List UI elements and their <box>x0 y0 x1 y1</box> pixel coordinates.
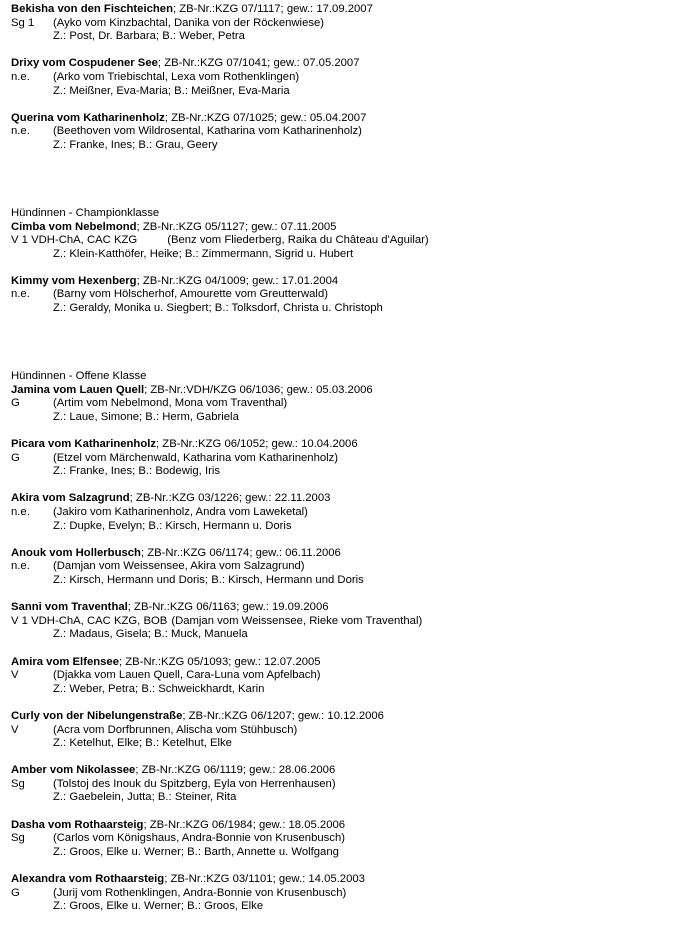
parents: (Barny vom Hölscherhof, Amourette vom Greutterwald) <box>53 288 328 301</box>
registration-info: ; ZB-Nr.:KZG 06/1207; gew.: 10.12.2006 <box>182 709 384 722</box>
entry-header <box>11 384 691 398</box>
grade: V 1 VDH-ChA, CAC KZG, BOB <box>11 614 168 627</box>
breeder-owner: Z.: Weber, Petra; B.: Schweickhardt, Karin <box>53 682 265 695</box>
entry-result <box>11 506 691 520</box>
entry-result <box>11 615 691 629</box>
registration-info: ; ZB-Nr.:KZG 06/1052; gew.: 10.04.2006 <box>156 438 358 451</box>
show-results-document <box>11 3 691 927</box>
breeder-owner: Z.: Madaus, Gisela; B.: Muck, Manuela <box>53 628 248 641</box>
section-spacer <box>11 166 691 207</box>
dog-entry <box>11 57 691 98</box>
section-title: Hündinnen - Offene Klasse <box>11 370 147 383</box>
entry-header <box>11 819 691 833</box>
grade: n.e. <box>11 560 30 573</box>
entry-result <box>11 887 691 901</box>
registration-info: ; ZB-Nr.:KZG 07/1117; gew.: 17.09.2007 <box>172 3 373 15</box>
entry-header <box>11 438 691 452</box>
breeder-owner: Z.: Kirsch, Hermann und Doris; B.: Kirsch, Hermann und Doris <box>53 573 364 586</box>
breeder-owner: Z.: Ketelhut, Elke; B.: Ketelhut, Elke <box>53 737 232 750</box>
entry-header <box>11 873 691 887</box>
breeder-owner: Z.: Groos, Elke u. Werner; B.: Groos, Elke <box>53 900 264 913</box>
parents: (Jakiro vom Katharinenholz, Andra vom Laweketal) <box>53 506 308 518</box>
parents: (Benz vom Fliederberg, Raika du Château d'Aguilar) <box>167 234 429 247</box>
dog-name: Amira vom Elfensee <box>11 655 119 668</box>
grade: V 1 VDH-ChA, CAC KZG <box>11 234 138 247</box>
grade: Sg 1 <box>11 16 35 29</box>
breeder-owner: Z.: Dupke, Evelyn; B.: Kirsch, Hermann u. Doris <box>53 519 292 532</box>
breeder-owner: Z.: Franke, Ines; B.: Grau, Geery <box>53 138 218 151</box>
dog-entry <box>11 3 691 44</box>
section-title: Hündinnen - Championklasse <box>11 206 160 219</box>
dog-name: Picara vom Katharinenholz <box>11 438 157 451</box>
breeder-owner: Z.: Post, Dr. Barbara; B.: Weber, Petra <box>53 30 245 43</box>
grade: V <box>11 669 19 682</box>
registration-info: ; ZB-Nr.:KZG 03/1101; gew.: 14.05.2003 <box>164 873 365 886</box>
dog-entry <box>11 710 691 751</box>
section-spacer <box>11 329 691 370</box>
registration-info: ; ZB-Nr.:KZG 04/1009; gew.: 17.01.2004 <box>136 274 339 287</box>
breeder-owner: Z.: Franke, Ines; B.: Bodewig, Iris <box>53 465 221 478</box>
parents: (Acra vom Dorfbrunnen, Alischa vom Stühbusch) <box>53 723 298 736</box>
entry-header <box>11 492 691 506</box>
entry-result <box>11 234 691 248</box>
dog-name: Dasha vom Rothaarsteig <box>11 818 144 831</box>
registration-info: ; ZB-Nr.:KZG 07/1025; gew.: 05.04.2007 <box>164 111 367 124</box>
breeder-owner: Z.: Groos, Elke u. Werner; B.: Barth, Annette u. Wolfgang <box>53 845 339 858</box>
grade: Sg <box>11 777 25 790</box>
entry-result <box>11 17 691 31</box>
dog-entry <box>11 819 691 860</box>
parents: (Damjan vom Weissensee, Akira vom Salzagrund) <box>53 560 305 573</box>
entry-result <box>11 125 691 139</box>
parents: (Carlos vom Königshaus, Andra-Bonnie von Krusenbusch) <box>53 832 345 845</box>
grade: n.e. <box>11 506 30 518</box>
entry-result <box>11 724 691 738</box>
grade: G <box>11 886 20 899</box>
dog-entry <box>11 275 691 316</box>
grade: n.e. <box>11 125 30 138</box>
entry-header <box>11 547 691 561</box>
dog-name: Jamina vom Lauen Quell <box>11 383 145 396</box>
breeder-owner: Z.: Klein-Katthöfer, Heike; B.: Zimmermann, Sigrid u. Hubert <box>53 247 354 260</box>
dog-entry <box>11 438 691 479</box>
entry-header <box>11 764 691 778</box>
dog-entry <box>11 492 691 533</box>
registration-info: ; ZB-Nr.:KZG 05/1093; gew.: 12.07.2005 <box>119 655 321 668</box>
entry-result <box>11 669 691 683</box>
grade: n.e. <box>11 70 30 83</box>
breeder-owner: Z.: Laue, Simone; B.: Herm, Gabriela <box>53 410 239 423</box>
dog-entry <box>11 656 691 697</box>
grade: V <box>11 723 19 736</box>
dog-entry <box>11 384 691 425</box>
registration-info: ; ZB-Nr.:KZG 06/1119; gew.: 28.06.2006 <box>135 764 336 777</box>
breeder-owner: Z.: Gaebelein, Jutta; B.: Steiner, Rita <box>53 791 237 804</box>
registration-info: ; ZB-Nr.:KZG 07/1041; gew.: 07.05.2007 <box>157 57 360 70</box>
entry-result <box>11 778 691 792</box>
entry-result <box>11 397 691 411</box>
dog-name: Curly von der Nibelungenstraße <box>11 709 183 722</box>
entry-header <box>11 275 691 289</box>
entry-result <box>11 71 691 85</box>
entry-header <box>11 57 691 71</box>
dog-name: Cimba vom Nebelmond <box>11 220 137 233</box>
breeder-owner: Z.: Geraldy, Monika u. Siegbert; B.: Tolksdorf, Christa u. Christoph <box>53 302 383 315</box>
entry-header <box>11 656 691 670</box>
registration-info: ; ZB-Nr.:VDH/KZG 06/1036; gew.: 05.03.2006 <box>144 383 373 396</box>
entry-result <box>11 288 691 302</box>
entry-header <box>11 710 691 724</box>
registration-info: ; ZB-Nr.:KZG 06/1984; gew.: 18.05.2006 <box>143 818 346 831</box>
class-group <box>11 3 691 153</box>
dog-name: Amber vom Nikolassee <box>11 764 136 777</box>
dog-entry <box>11 112 691 153</box>
dog-entry <box>11 547 691 588</box>
entry-result <box>11 560 691 574</box>
dog-name: Akira vom Salzagrund <box>11 492 130 505</box>
dog-name: Drixy vom Cospudener See <box>11 57 158 70</box>
parents: (Etzel vom Märchenwald, Katharina vom Katharinenholz) <box>53 451 339 464</box>
dog-entry <box>11 601 691 642</box>
entry-header <box>11 3 691 17</box>
registration-info: ; ZB-Nr.:KZG 06/1174; gew.: 06.11.2006 <box>140 546 341 559</box>
dog-name: Kimmy vom Hexenberg <box>11 274 137 287</box>
dog-name: Alexandra vom Rothaarsteig <box>11 873 165 886</box>
registration-info: ; ZB-Nr.:KZG 03/1226; gew.: 22.11.2003 <box>129 492 331 505</box>
entry-header <box>11 221 691 235</box>
class-group <box>11 166 691 316</box>
grade: G <box>11 451 20 464</box>
dog-name: Querina vom Katharinenholz <box>11 111 165 124</box>
breeder-owner: Z.: Meißner, Eva-Maria; B.: Meißner, Eva-Maria <box>53 84 290 97</box>
registration-info: ; ZB-Nr.:KZG 05/1127; gew.: 07.11.2005 <box>136 220 337 233</box>
parents: (Artim vom Nebelmond, Mona vom Traventhal) <box>53 397 288 410</box>
parents: (Jurij vom Rothenklingen, Andra-Bonnie von Krusenbusch) <box>53 886 347 899</box>
registration-info: ; ZB-Nr.:KZG 06/1163; gew.: 19.09.2006 <box>127 601 329 614</box>
grade: n.e. <box>11 288 30 301</box>
parents: (Arko vom Triebischtal, Lexa vom Rothenklingen) <box>53 70 300 83</box>
parents: (Beethoven vom Wildrosental, Katharina vom Katharinenholz) <box>53 125 362 138</box>
dog-name: Sanni vom Traventhal <box>11 601 128 614</box>
entry-header <box>11 601 691 615</box>
dog-entry <box>11 221 691 262</box>
dog-name: Anouk vom Hollerbusch <box>11 546 141 559</box>
entry-result <box>11 832 691 846</box>
grade: Sg <box>11 832 25 845</box>
parents: (Ayko vom Kinzbachtal, Danika von der Röckenwiese) <box>53 16 325 29</box>
results-list <box>11 3 691 914</box>
grade: G <box>11 397 20 410</box>
parents: (Tolstoj des Inouk du Spitzberg, Eyla von Herrenhausen) <box>53 777 336 790</box>
entry-result <box>11 452 691 466</box>
parents: (Damjan vom Weissensee, Rieke vom Traventhal) <box>171 614 423 627</box>
dog-entry <box>11 764 691 805</box>
entry-header <box>11 112 691 126</box>
dog-name: Bekisha von den Fischteichen <box>11 3 173 15</box>
parents: (Djakka vom Lauen Quell, Cara-Luna vom Apfelbach) <box>53 669 321 682</box>
dog-entry <box>11 873 691 914</box>
class-group <box>11 329 691 914</box>
